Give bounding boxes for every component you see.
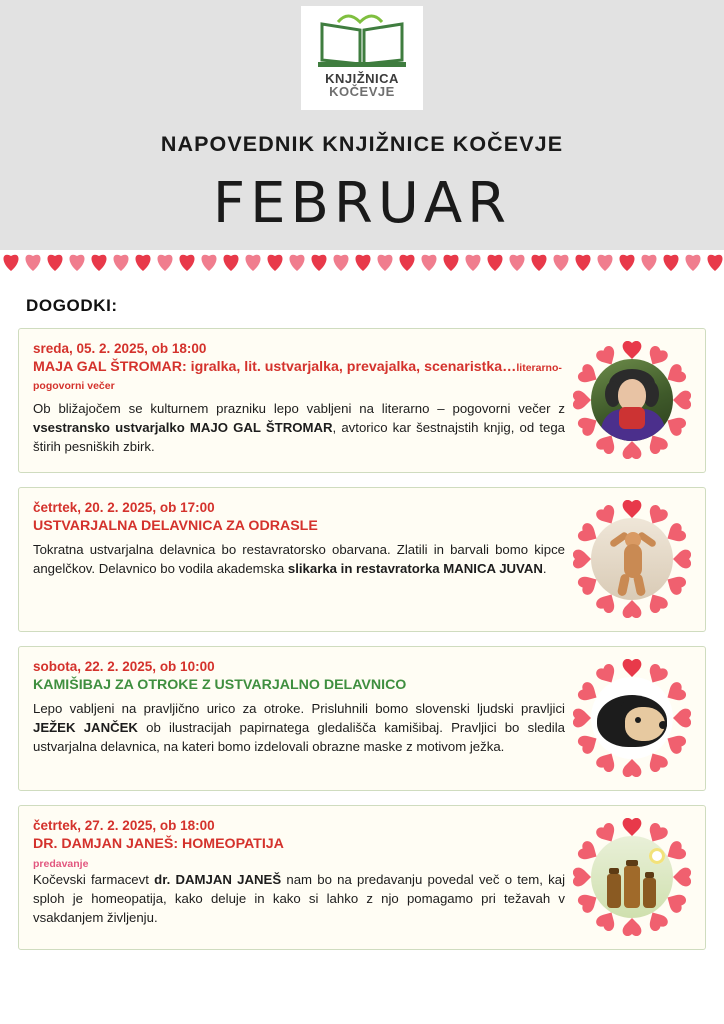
event-description: Kočevski farmacevt dr. DAMJAN JANEŠ nam bo na predavanju povedal več o tem, kaj sploh je homeopatija, kako deluje in kako si lahko z njo pomagamo pri težavah v vsakdanjem življenju. [33, 871, 566, 926]
events-section [0, 276, 724, 950]
event-card[interactable] [18, 328, 706, 473]
event-date: sreda, 05. 2. 2025, ob 18:00 [33, 341, 207, 356]
heart-row-icon [0, 250, 724, 276]
event-subtitle: predavanje [33, 857, 89, 870]
library-logo [0, 0, 724, 110]
event-card[interactable] [18, 487, 706, 632]
poster-header [0, 0, 724, 250]
event-image [573, 659, 691, 777]
event-title: MAJA GAL ŠTROMAR: igralka, lit. ustvarjalka, prevajalka, scenaristka…literarno-pogovorni večer [33, 359, 562, 392]
page-title: NAPOVEDNIK KNJIŽNICE KOČEVJE [160, 132, 564, 156]
month-heading: FEBRUAR [212, 171, 512, 236]
event-date: četrtek, 27. 2. 2025, ob 18:00 [33, 818, 215, 833]
event-title: USTVARJALNA DELAVNICA ZA ODRASLE [33, 518, 318, 534]
logo-text: KNJIŽNICA KOČEVJE [325, 71, 399, 99]
event-image [573, 341, 691, 459]
event-title: DR. DAMJAN JANEŠ: HOMEOPATIJA [33, 836, 284, 852]
event-image [573, 818, 691, 936]
events-heading: DOGODKI: [26, 296, 118, 315]
event-description: Tokratna ustvarjalna delavnica bo restavratorsko obarvana. Zlatili in barvali bomo kipce angelčkov. Delavnico bo vodila akademska slikarka in restavratorka MANICA JUVAN. [33, 541, 565, 576]
heart-divider [0, 250, 724, 276]
event-description: Lepo vabljeni na pravljično urico za otroke. Prisluhnili bomo slovenski ljudski pravljici JEŽEK JANČEK ob ilustracijah papirnatega gledališča kamišibaj. Pravljici bo sledila ustvarjalna delavnica, na kateri bomo izdelovali obrazne maske z motivom ježka. [33, 700, 565, 755]
event-title: KAMIŠIBAJ ZA OTROKE Z USTVARJALNO DELAVNICO [33, 677, 407, 693]
event-card[interactable] [18, 805, 706, 950]
open-book-icon [316, 14, 408, 70]
event-subtitle: literarno-pogovorni večer [33, 362, 562, 392]
event-card[interactable] [18, 646, 706, 791]
event-description: Ob bližajočem se kulturnem prazniku lepo vabljeni na literarno – pogovorni večer z vsestransko ustvarjalko MAJO GAL ŠTROMAR, avtorico kar šestnajstih knjig, od tega štirih pesniških zbirk. [33, 400, 565, 454]
event-image [573, 500, 691, 618]
event-date: četrtek, 20. 2. 2025, ob 17:00 [33, 500, 215, 515]
event-date: sobota, 22. 2. 2025, ob 10:00 [33, 659, 215, 674]
